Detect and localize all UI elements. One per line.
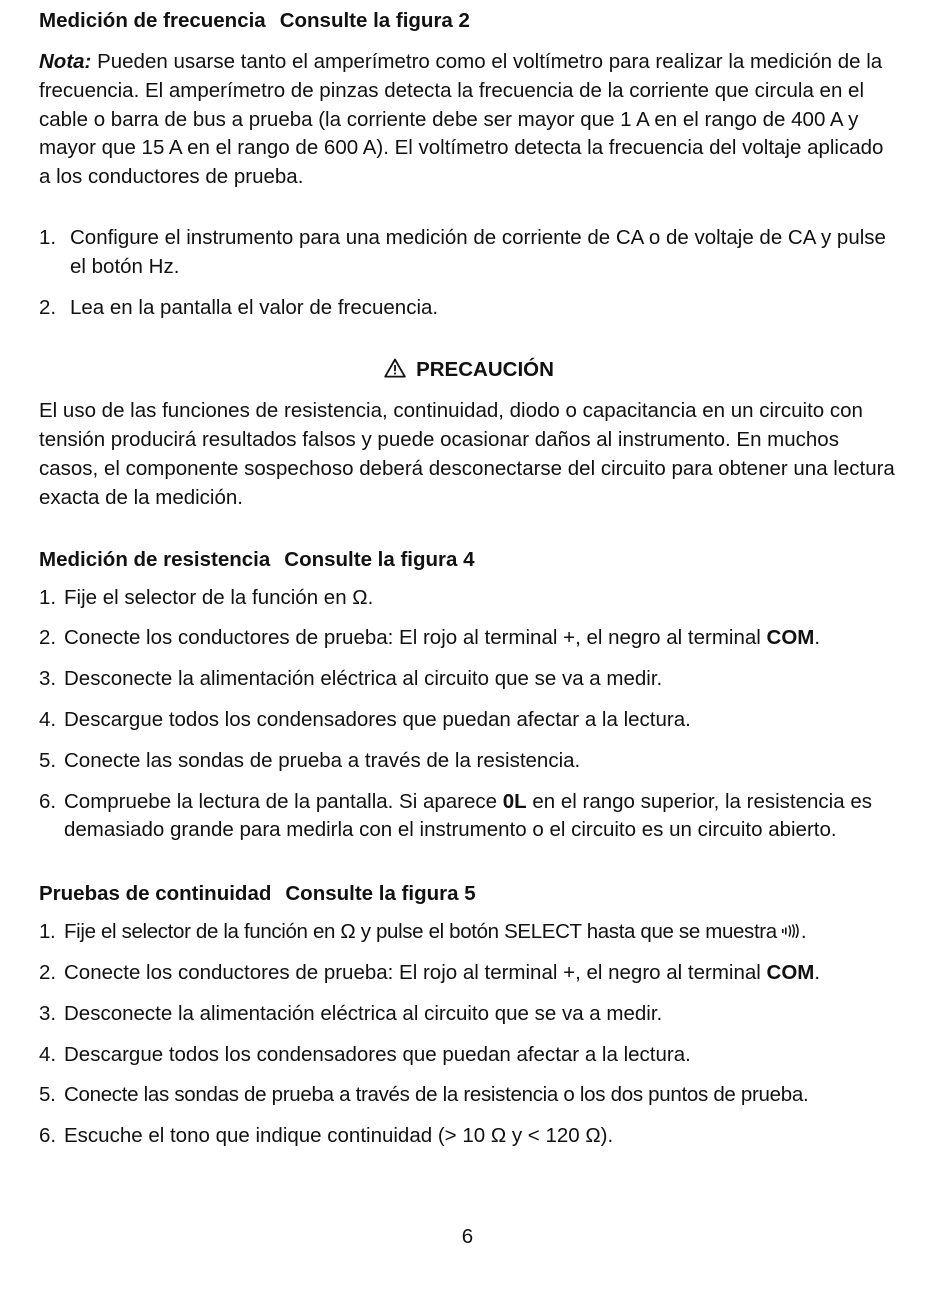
list-item (39, 1081, 899, 1110)
warning-triangle-icon (384, 357, 406, 387)
continuity-beeper-icon (781, 918, 801, 947)
step-number: 3. (39, 667, 57, 691)
com-terminal-label: COM (766, 626, 815, 650)
frequency-figure-ref: Consulte la figura 2 (279, 9, 470, 32)
document-page (39, 6, 899, 1151)
step-number: 2. (39, 626, 57, 650)
resistance-figure-ref: Consulte la figura 4 (284, 547, 475, 571)
list-item (39, 224, 899, 282)
resistance-steps (39, 584, 899, 846)
frequency-note (39, 48, 899, 192)
caution-block (39, 355, 899, 512)
caution-text: El uso de las funciones de resistencia, continuidad, diodo o capacitancia en un circuito con tensión producirá resultados falsos y puede ocasionar daños al instrumento. En muchos casos, el componente sospechoso deberá desconectarse del circuito para obtener una lectura exacta de la medición. (39, 399, 895, 509)
step-number: 4. (39, 1042, 57, 1066)
step-text: Desconecte la alimentación eléctrica al circuito que se va a medir. (64, 667, 663, 691)
step-number: 5. (39, 1083, 56, 1107)
com-terminal-label: COM (766, 960, 815, 984)
list-item (39, 1122, 899, 1151)
step-text: Descargue todos los condensadores que puedan afectar a la lectura. (64, 1042, 691, 1066)
step-text-end: . (814, 626, 821, 650)
step-text: Fije el selector de la función en Ω y pulse el botón SELECT hasta que se muestra (64, 920, 777, 944)
step-text: Configure el instrumento para una medición de corriente de CA o de voltaje de CA y pulse el botón Hz. (70, 225, 886, 278)
list-item (39, 584, 899, 613)
list-item (39, 706, 899, 735)
step-text-end: en el rango superior, la resistencia es demasiado grande para medirla con el instrumento o el circuito es un circuito abierto. (64, 789, 872, 842)
step-text: Conecte las sondas de prueba a través de la resistencia. (64, 748, 581, 772)
list-item (39, 959, 899, 988)
list-item (39, 918, 899, 947)
continuity-heading (39, 879, 899, 909)
step-text: Fije el selector de la función en Ω. (64, 585, 374, 609)
step-text: Conecte los conductores de prueba: El rojo al terminal +, el negro al terminal (64, 626, 767, 650)
list-item (39, 1041, 899, 1070)
continuity-steps (39, 918, 899, 1151)
step-text-end: . (800, 920, 807, 944)
step-number: 4. (39, 707, 57, 731)
resistance-section (39, 545, 899, 846)
step-text: Desconecte la alimentación eléctrica al circuito que se va a medir. (64, 1001, 663, 1025)
step-text: Compruebe la lectura de la pantalla. Si aparece (64, 789, 503, 813)
frequency-title: Medición de frecuencia (39, 9, 266, 32)
step-number: 3. (39, 1001, 57, 1025)
note-text: Pueden usarse tanto el amperímetro como el voltímetro para realizar la medición de la frecuencia. El amperímetro de pinzas detecta la frecuencia de la corriente que circula en el cable o barra de bus a prueba (la corriente debe ser mayor que 1 A en el rango de 400 A y mayor que 15 A en el rango de 600 A). El voltímetro detecta la frecuencia del voltaje aplicado a los conductores de prueba. (39, 50, 884, 189)
page-number: 6 (461, 1225, 474, 1248)
step-text-end: . (814, 960, 821, 984)
step-number: 6. (39, 1124, 57, 1148)
overload-label: 0L (502, 789, 527, 813)
caution-title: PRECAUCIÓN (416, 358, 554, 382)
step-number: 1. (39, 225, 57, 249)
step-number: 2. (39, 295, 57, 319)
step-text: Escuche el tono que indique continuidad (> 10 Ω y < 120 Ω). (64, 1124, 614, 1148)
step-text: Lea en la pantalla el valor de frecuencia. (70, 295, 439, 319)
caution-heading (39, 355, 899, 387)
frequency-heading (39, 6, 899, 36)
step-number: 1. (39, 920, 56, 944)
continuity-title: Pruebas de continuidad (39, 882, 272, 906)
list-item (39, 624, 899, 653)
continuity-figure-ref: Consulte la figura 5 (285, 882, 476, 906)
list-item (39, 665, 899, 694)
step-number: 6. (39, 789, 57, 813)
step-text: Conecte los conductores de prueba: El rojo al terminal +, el negro al terminal (64, 960, 767, 984)
step-text: Descargue todos los condensadores que puedan afectar a la lectura. (64, 707, 691, 731)
continuity-section (39, 879, 899, 1151)
list-item (39, 294, 899, 323)
step-number: 5. (39, 748, 57, 772)
frequency-section (39, 6, 899, 322)
list-item (39, 1000, 899, 1029)
resistance-title: Medición de resistencia (39, 547, 271, 571)
frequency-steps (39, 224, 899, 322)
step-text: Conecte las sondas de prueba a través de la resistencia o los dos puntos de prueba. (64, 1083, 809, 1107)
list-item (39, 747, 899, 776)
note-label: Nota: (39, 50, 92, 73)
step-number: 2. (39, 960, 57, 984)
list-item (39, 788, 899, 846)
resistance-heading (39, 545, 899, 575)
step-number: 1. (39, 585, 57, 609)
